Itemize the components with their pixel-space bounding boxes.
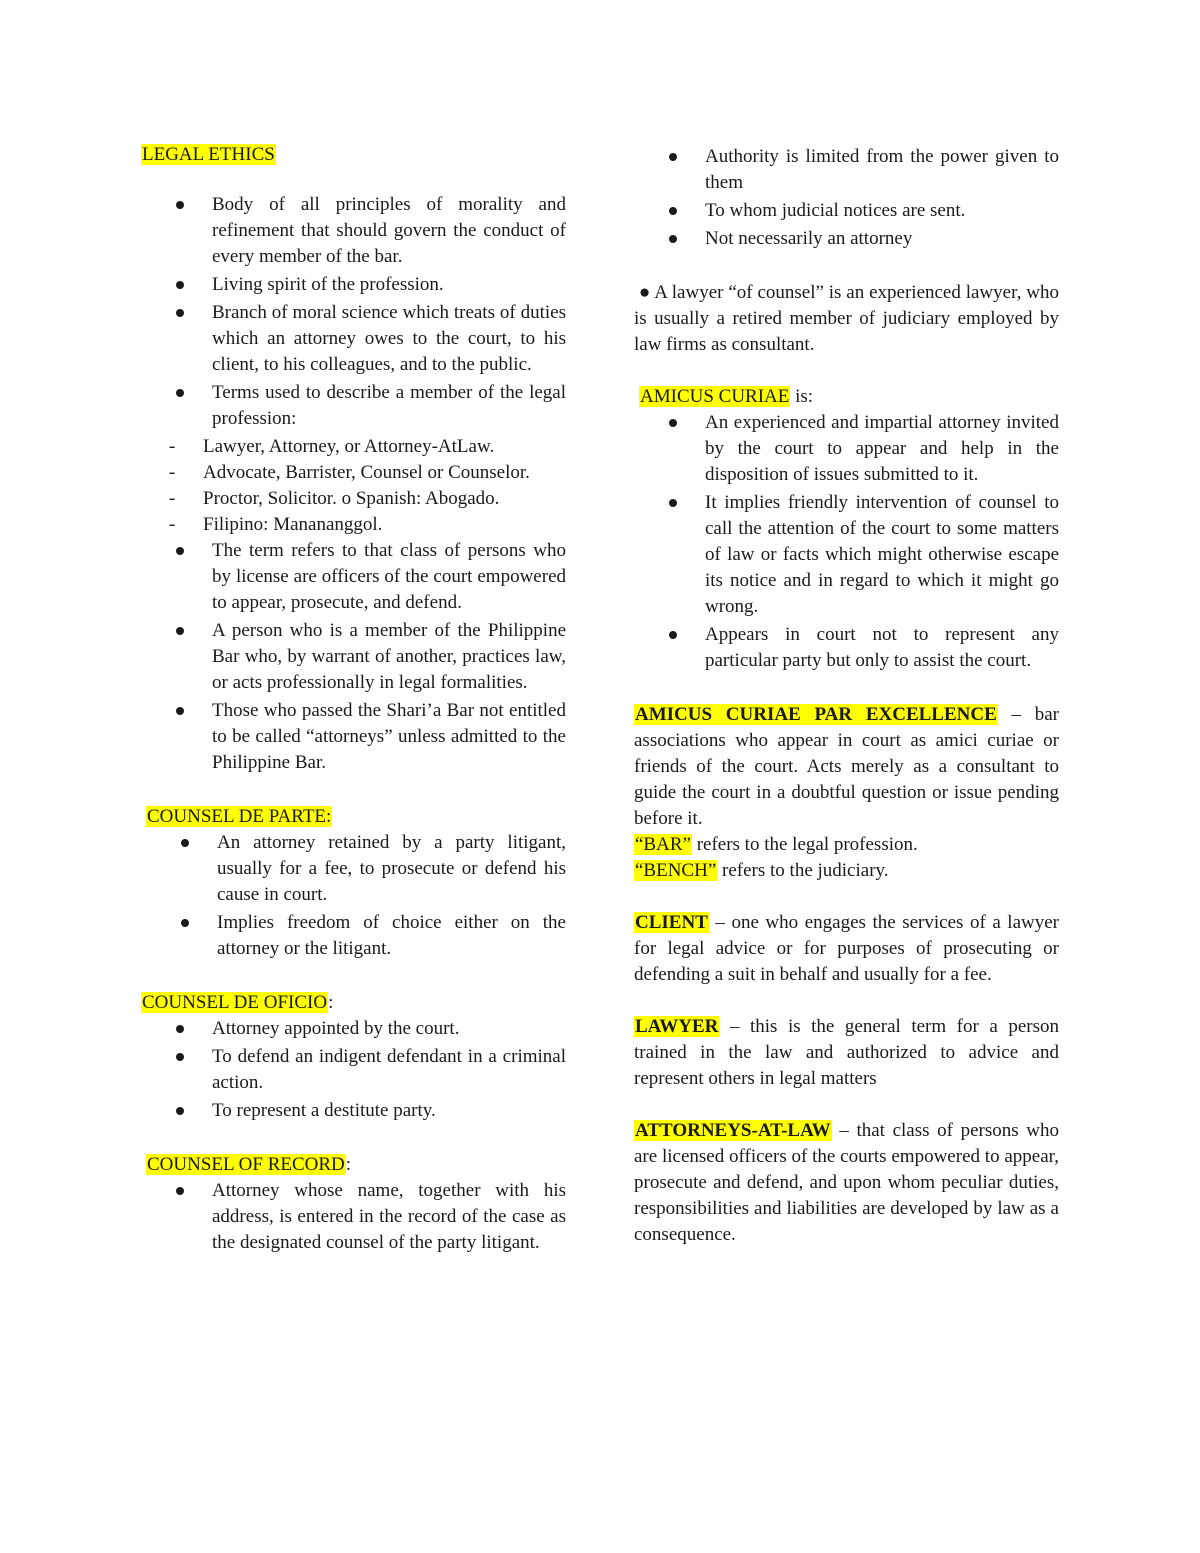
bullet-item (141, 1178, 566, 1256)
legal-ethics-heading (141, 142, 566, 168)
bullet-dot-icon (176, 627, 184, 635)
bullet-item (634, 144, 1059, 196)
amicus-par-excellence-title: AMICUS CURIAE PAR EXCELLENCE (635, 704, 997, 725)
bullet-text: Those who passed the Shari’a Bar not entitled to be called “attorneys” unless admitted to the Philippine Bar. (212, 700, 566, 773)
amicus-curiae-suffix: is: (790, 386, 814, 407)
bullet-dot-icon (669, 153, 677, 161)
left-column (141, 142, 566, 1258)
counsel-de-parte-title: COUNSEL DE PARTE: (147, 806, 332, 827)
bullet-dot-icon (669, 235, 677, 243)
bar-definition (634, 832, 1059, 858)
bullet-text: Attorney whose name, together with his address, is entered in the record of the case as the designated counsel of the party litigant. (212, 1180, 566, 1253)
counsel-de-parte-heading (141, 804, 566, 830)
bullet-item (141, 538, 566, 616)
bullet-text: An experienced and impartial attorney invited by the court to appear and help in the disposition of issues submitted to it. (705, 412, 1059, 485)
bar-text: refers to the legal profession. (691, 834, 918, 855)
bullet-dot-icon (176, 389, 184, 397)
bench-text: refers to the judiciary. (717, 860, 889, 881)
of-counsel-paragraph (634, 280, 1059, 358)
bullet-item (634, 410, 1059, 488)
spacer (141, 168, 566, 192)
counsel-de-oficio-suffix: : (328, 992, 334, 1013)
bullet-text: Implies freedom of choice either on the attorney or the litigant. (217, 912, 566, 959)
bullet-item (634, 622, 1059, 674)
bullet-item (141, 380, 566, 432)
bullet-item (634, 198, 1059, 224)
bullet-text: Terms used to describe a member of the legal profession: (212, 382, 566, 429)
amicus-curiae-heading (634, 384, 1059, 410)
bullet-dot-icon (176, 707, 184, 715)
bullet-text: Branch of moral science which treats of duties which an attorney owes to the court, to his client, to his colleagues, and to the public. (212, 302, 566, 375)
counsel-of-record-heading (141, 1152, 566, 1178)
counsel-de-oficio-heading (141, 990, 566, 1016)
counsel-de-oficio-bullets (141, 1016, 566, 1124)
legal-ethics-bullets-a (141, 192, 566, 432)
bullet-item (634, 490, 1059, 620)
bullet-item (141, 1044, 566, 1096)
bullet-text: Appears in court not to represent any particular party but only to assist the court. (705, 624, 1059, 671)
bullet-glyph: ● (634, 282, 655, 303)
bullet-dot-icon (669, 499, 677, 507)
lawyer-text: – this is the general term for a person trained in the law and authorized to advice and represent others in legal matters (634, 1016, 1059, 1089)
bullet-text: Filipino: Manananggol. (203, 514, 383, 535)
spacer (634, 254, 1059, 280)
attorneys-at-law-definition (634, 1118, 1059, 1248)
bullet-dot-icon (176, 1187, 184, 1195)
bullet-text: Living spirit of the profession. (212, 274, 444, 295)
spacer (141, 964, 566, 990)
spacer (634, 884, 1059, 910)
bullet-dot-icon (176, 1053, 184, 1061)
counsel-of-record-suffix: : (345, 1154, 352, 1175)
amicus-curiae-bullets (634, 410, 1059, 674)
of-counsel-text: A lawyer “of counsel” is an experienced lawyer, who is usually a retired member of judiciary employed by law firms as consultant. (634, 282, 1059, 355)
bullet-dot-icon (176, 201, 184, 209)
counsel-of-record-title: COUNSEL OF RECORD (147, 1154, 345, 1175)
bullet-dot-icon (669, 631, 677, 639)
bullet-dot-icon (181, 919, 189, 927)
legal-ethics-title: LEGAL ETHICS (142, 144, 275, 165)
spacer (634, 358, 1059, 384)
client-term: CLIENT (635, 912, 708, 933)
bullet-item (141, 698, 566, 776)
spacer (634, 988, 1059, 1014)
amicus-par-excellence-paragraph (634, 702, 1059, 832)
bullet-text: A person who is a member of the Philippine Bar who, by warrant of another, practices law, or acts professionally in legal formalities. (212, 620, 566, 693)
bullet-text: Authority is limited from the power given to them (705, 146, 1059, 193)
bullet-item (141, 1016, 566, 1042)
client-text: – one who engages the services of a lawyer for legal advice or for purposes of prosecuting or defending a suit in behalf and usually for a fee. (634, 912, 1059, 985)
right-column (634, 144, 1059, 1248)
bullet-text: Proctor, Solicitor. o Spanish: Abogado. (203, 488, 500, 509)
bullet-text: Advocate, Barrister, Counsel or Counselor. (203, 462, 530, 483)
bullet-text: Body of all principles of morality and refinement that should govern the conduct of every member of the bar. (212, 194, 566, 267)
dash-list-item (141, 486, 566, 512)
dash-marker: - (169, 514, 176, 535)
bullet-text: To defend an indigent defendant in a criminal action. (212, 1046, 566, 1093)
lawyer-term: LAWYER (635, 1016, 719, 1037)
bullet-text: To represent a destitute party. (212, 1100, 436, 1121)
bench-term: “BENCH” (635, 860, 717, 881)
bullet-text: It implies friendly intervention of counsel to call the attention of the court to some matters of law or facts which might otherwise escape its notice and in regard to which it might go wrong. (705, 492, 1059, 617)
bullet-text: An attorney retained by a party litigant, usually for a fee, to prosecute or defend his cause in court. (217, 832, 566, 905)
bullet-text: The term refers to that class of persons who by license are officers of the court empowered to appear, prosecute, and defend. (212, 540, 566, 613)
attorneys-at-law-text: – that class of persons who are licensed officers of the courts empowered to appear, prosecute and defend, and upon whom peculiar duties, responsibilities and liabilities are developed by law as a consequence. (634, 1120, 1059, 1245)
dash-marker: - (169, 436, 176, 457)
bullet-text: Attorney appointed by the court. (212, 1018, 460, 1039)
lawyer-definition (634, 1014, 1059, 1092)
bullet-dot-icon (176, 309, 184, 317)
bullet-item (634, 226, 1059, 252)
amicus-par-excellence-text: – bar associations who appear in court as amici curiae or friends of the court. Acts merely as a consultant to guide the court in a doubtful question or issue pending before it. (634, 704, 1059, 829)
bar-term: “BAR” (635, 834, 691, 855)
bench-definition (634, 858, 1059, 884)
bullet-dot-icon (176, 1107, 184, 1115)
bullet-text: Lawyer, Attorney, or Attorney-AtLaw. (203, 436, 495, 457)
right-top-bullets (634, 144, 1059, 252)
bullet-item (141, 192, 566, 270)
spacer (141, 1126, 566, 1152)
bullet-dot-icon (669, 207, 677, 215)
dash-list-item (141, 434, 566, 460)
dash-list-item (141, 460, 566, 486)
bullet-item (141, 300, 566, 378)
dash-marker: - (169, 462, 176, 483)
bullet-dot-icon (176, 1025, 184, 1033)
amicus-curiae-title: AMICUS CURIAE (640, 386, 790, 407)
counsel-of-record-bullets (141, 1178, 566, 1256)
spacer (141, 778, 566, 804)
bullet-item (141, 1098, 566, 1124)
legal-ethics-bullets-b (141, 538, 566, 776)
bullet-item (146, 910, 566, 962)
counsel-de-parte-bullets (146, 830, 566, 962)
bullet-item (141, 618, 566, 696)
dash-list-item (141, 512, 566, 538)
dash-marker: - (169, 488, 176, 509)
legal-ethics-dash-list (141, 434, 566, 538)
spacer (634, 1092, 1059, 1118)
bullet-dot-icon (176, 281, 184, 289)
attorneys-at-law-term: ATTORNEYS-AT-LAW (635, 1120, 831, 1141)
spacer (634, 676, 1059, 702)
bullet-dot-icon (669, 419, 677, 427)
bullet-dot-icon (181, 839, 189, 847)
bullet-dot-icon (176, 547, 184, 555)
bullet-item (146, 830, 566, 908)
bullet-text: To whom judicial notices are sent. (705, 200, 966, 221)
bullet-item (141, 272, 566, 298)
bullet-text: Not necessarily an attorney (705, 228, 913, 249)
counsel-de-oficio-title: COUNSEL DE OFICIO (142, 992, 328, 1013)
client-definition (634, 910, 1059, 988)
